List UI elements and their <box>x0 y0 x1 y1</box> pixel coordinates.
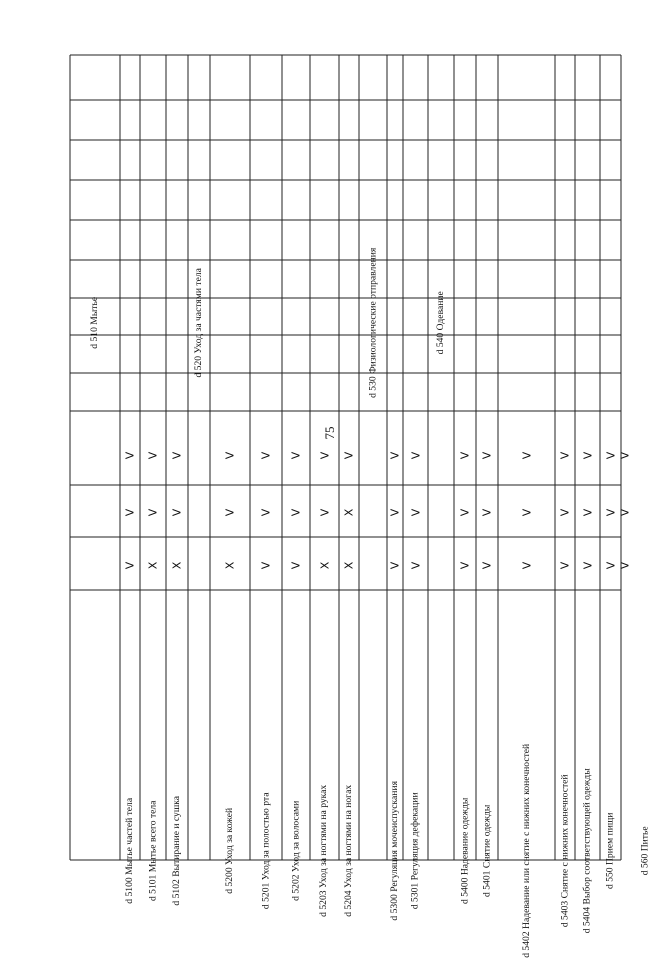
mark-value: X <box>146 561 160 569</box>
mark-value: V <box>520 451 533 459</box>
mark-value: V <box>581 561 594 569</box>
mark-value: V <box>170 451 184 459</box>
item-label: d 5301 Регуляция дефекации <box>409 792 421 910</box>
item-label-cell <box>210 590 250 895</box>
mark-cell <box>210 443 250 467</box>
mark-value: V <box>289 508 303 516</box>
item-label: d 560 Питье <box>639 826 651 876</box>
mark-cell <box>476 500 498 524</box>
mark-cell <box>575 500 600 524</box>
mark-cell <box>618 443 632 467</box>
item-label: d 5200 Уход за кожей <box>224 808 236 895</box>
mark-cell <box>310 500 339 524</box>
item-label: d 5204 Уход за ногтями на ногах <box>343 785 355 918</box>
mark-cell <box>618 553 632 577</box>
mark-value: V <box>289 451 303 459</box>
mark-value: V <box>558 508 572 516</box>
mark-value: V <box>388 561 402 569</box>
mark-cell <box>250 500 282 524</box>
item-label-cell <box>621 590 670 876</box>
item-label: d 5402 Надевание или снятие с нижних конечностей <box>520 744 532 958</box>
mark-cell <box>454 443 476 467</box>
mark-cell <box>166 443 188 467</box>
mark-cell <box>555 553 575 577</box>
section-header-cell <box>70 55 120 590</box>
mark-cell <box>210 500 250 524</box>
mark-cell <box>498 443 555 467</box>
mark-cell <box>282 500 310 524</box>
mark-value: V <box>409 451 422 459</box>
mark-cell <box>555 500 575 524</box>
mark-cell <box>618 500 632 524</box>
section-header-label: d 520 Уход за частями тела <box>193 267 205 378</box>
item-label-cell <box>555 590 575 928</box>
item-label-cell <box>140 590 166 902</box>
mark-value: V <box>618 561 632 569</box>
mark-cell <box>339 500 359 524</box>
assessment-table <box>70 55 651 958</box>
mark-cell <box>339 443 359 467</box>
item-label-cell <box>498 590 555 958</box>
section-header-label: d 540 Одевание <box>435 290 447 355</box>
item-label-cell <box>282 590 310 902</box>
mark-value: V <box>342 451 356 459</box>
item-label: d 5202 Уход за волосами <box>290 801 302 902</box>
item-label: d 5400 Надевание одежды <box>459 798 471 905</box>
mark-cell <box>166 553 188 577</box>
section-header-label: d 530 Физиологические отправления <box>367 247 379 398</box>
mark-value: X <box>223 561 237 569</box>
item-label-cell <box>575 590 600 934</box>
mark-value: V <box>388 508 402 516</box>
mark-value: V <box>480 451 494 459</box>
mark-cell <box>282 443 310 467</box>
mark-cell <box>403 500 428 524</box>
mark-cell <box>120 500 140 524</box>
mark-value: V <box>558 561 572 569</box>
mark-value: V <box>581 508 594 516</box>
mark-value: V <box>458 561 472 569</box>
item-label-cell <box>120 590 140 905</box>
mark-value: V <box>223 508 237 516</box>
page-number: 75 <box>322 426 337 440</box>
section-header-cell <box>188 55 210 590</box>
mark-value: V <box>123 561 137 569</box>
mark-value: V <box>604 508 617 516</box>
mark-value: V <box>458 451 472 459</box>
item-label: d 5300 Регуляция мочеиспускания <box>389 781 401 921</box>
mark-value: V <box>388 451 402 459</box>
item-label-cell <box>600 590 621 890</box>
mark-value: V <box>123 508 137 516</box>
mark-value: V <box>259 561 273 569</box>
item-label: d 5401 Снятие одежды <box>481 805 493 898</box>
item-label-cell <box>250 590 282 910</box>
mark-value: V <box>618 508 632 516</box>
mark-cell <box>555 443 575 467</box>
mark-cell <box>140 553 166 577</box>
item-label-cell <box>454 590 476 905</box>
section-header-cell <box>359 55 387 590</box>
mark-cell <box>575 443 600 467</box>
item-label: d 5403 Снятие с нижних конечностей <box>559 774 571 928</box>
mark-value: X <box>342 508 356 516</box>
mark-cell <box>120 443 140 467</box>
mark-value: X <box>317 561 331 569</box>
item-label-cell <box>310 590 339 918</box>
mark-cell <box>210 553 250 577</box>
mark-cell <box>250 443 282 467</box>
mark-cell <box>403 443 428 467</box>
mark-cell <box>454 500 476 524</box>
mark-value: V <box>520 508 533 516</box>
mark-cell <box>476 553 498 577</box>
mark-cell <box>339 553 359 577</box>
mark-cell <box>140 500 166 524</box>
item-label: d 5201 Уход за полостью рта <box>260 792 272 910</box>
mark-cell <box>454 553 476 577</box>
mark-cell <box>282 553 310 577</box>
item-label-cell <box>387 590 403 921</box>
mark-value: V <box>123 451 137 459</box>
mark-value: V <box>604 561 617 569</box>
mark-value: X <box>342 561 356 569</box>
mark-cell <box>140 443 166 467</box>
mark-value: V <box>259 451 273 459</box>
mark-value: V <box>558 451 572 459</box>
item-label: d 5101 Мытье всего тела <box>147 800 159 902</box>
mark-cell <box>403 553 428 577</box>
mark-value: V <box>170 508 184 516</box>
mark-cell <box>387 500 403 524</box>
mark-cell <box>498 553 555 577</box>
mark-value: V <box>223 451 237 459</box>
item-label-cell <box>403 590 428 910</box>
mark-value: V <box>520 561 533 569</box>
item-label: d 550 Прием пищи <box>604 813 616 890</box>
mark-cell <box>387 553 403 577</box>
mark-value: V <box>458 508 472 516</box>
item-label-cell <box>166 590 188 906</box>
mark-value: V <box>318 451 331 459</box>
mark-value: V <box>146 508 160 516</box>
mark-value: V <box>289 561 303 569</box>
item-label: d 5404 Выбор соответствующей одежды <box>581 768 593 934</box>
mark-value: V <box>480 561 494 569</box>
mark-cell <box>387 443 403 467</box>
item-label: d 5100 Мытье частей тела <box>124 798 136 905</box>
item-label-cell <box>476 590 498 898</box>
mark-cell <box>498 500 555 524</box>
mark-value: V <box>318 508 331 516</box>
mark-cell <box>120 553 140 577</box>
section-header-cell <box>428 55 454 590</box>
section-header-label: d 510 Мытье <box>89 296 101 349</box>
mark-value: V <box>259 508 273 516</box>
item-label: d 5203 Уход за ногтями на руках <box>318 785 330 918</box>
mark-cell <box>250 553 282 577</box>
mark-value: V <box>480 508 494 516</box>
mark-value: V <box>409 561 422 569</box>
mark-cell <box>310 553 339 577</box>
mark-value: X <box>170 561 184 569</box>
mark-value: V <box>581 451 594 459</box>
mark-cell <box>575 553 600 577</box>
mark-value: V <box>409 508 422 516</box>
item-label-cell <box>339 590 359 918</box>
item-label: d 5102 Вытирание и сушка <box>171 796 183 906</box>
mark-cell <box>476 443 498 467</box>
mark-value: V <box>146 451 160 459</box>
mark-cell <box>166 500 188 524</box>
mark-cell <box>310 443 339 467</box>
mark-value: V <box>618 451 632 459</box>
mark-value: V <box>604 451 617 459</box>
